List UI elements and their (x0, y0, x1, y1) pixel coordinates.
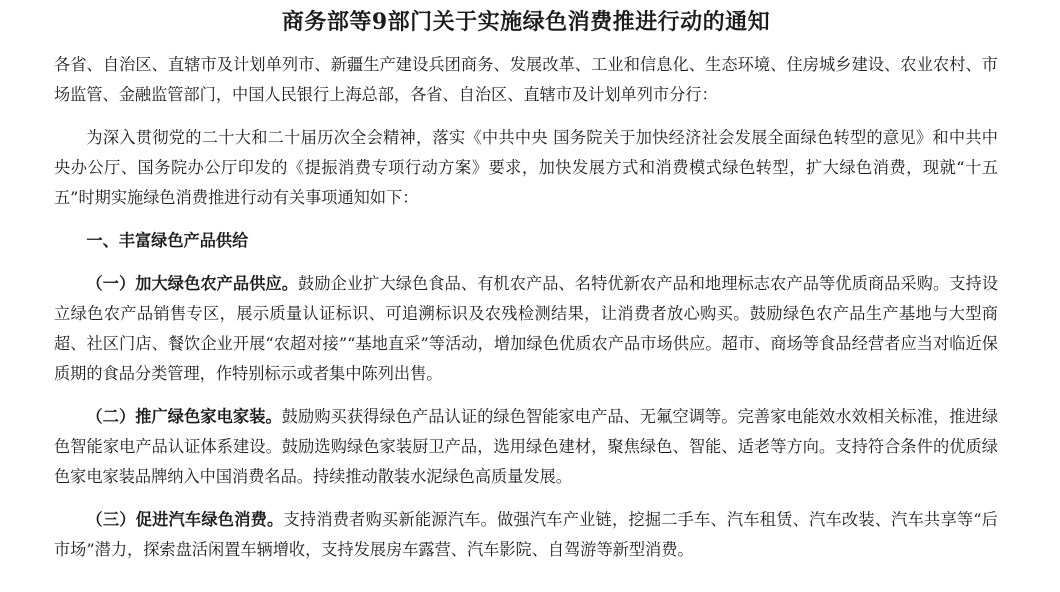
section-label-3: （三）促进汽车绿色消费。 (86, 510, 284, 529)
section-label-2: （二）推广绿色家电家装。 (86, 407, 282, 426)
section-paragraph-3 (54, 505, 998, 565)
intro-paragraph: 为深入贯彻党的二十大和二十届历次全会精神，落实《中共中央 国务院关于加快经济社会发展全面绿色转型的意见》和中共中央办公厅、国务院办公厅印发的《提振消费专项行动方案》要求，加快发展方式和消费模式绿色转型，扩大绿色消费，现就“十五五”时期实施绿色消费推进行动有关事项通知如下： (54, 128, 998, 207)
section-heading-text: 一、丰富绿色产品供给 (86, 231, 249, 250)
addressee-paragraph: 各省、自治区、直辖市及计划单列市、新疆生产建设兵团商务、发展改革、工业和信息化、生态环境、住房城乡建设、农业农村、市场监管、金融监管部门，中国人民银行上海总部，各省、自治区、直辖市及计划单列市分行： (54, 55, 998, 104)
section-paragraph-1 (54, 269, 998, 389)
document-title: 商务部等9部门关于实施绿色消费推进行动的通知 (281, 9, 771, 35)
section-paragraph-2 (54, 402, 998, 492)
section-body-3: 支持消费者购买新能源汽车。做强汽车产业链，挖掘二手车、汽车租赁、汽车改装、汽车共享等“后市场”潜力，探索盘活闲置车辆增收，支持发展房车露营、汽车影院、自驾游等新型消费。 (54, 510, 998, 559)
section-heading (54, 226, 998, 256)
section-label-1: （一）加大绿色农产品供应。 (86, 274, 299, 293)
section-body-1: 鼓励企业扩大绿色食品、有机农产品、名特优新农产品和地理标志农产品等优质商品采购。支持设立绿色农产品销售专区，展示质量认证标识、可追溯标识及农残检测结果，让消费者放心购买。鼓励绿色农产品生产基地与大型商超、社区门店、餐饮企业开展“农超对接”“基地直采”等活动，增加绿色优质农产品市场供应。超市、商场等食品经营者应当对临近保质期的食品分类管理，作特别标示或者集中陈列出售。 (54, 274, 999, 383)
section-body-2: 鼓励购买获得绿色产品认证的绿色智能家电产品、无氟空调等。完善家电能效水效相关标准，推进绿色智能家电产品认证体系建设。鼓励选购绿色家装厨卫产品，选用绿色建材，聚焦绿色、智能、适老等方向。支持符合条件的优质绿色家电家装品牌纳入中国消费名品。持续推动散装水泥绿色高质量发展。 (54, 407, 999, 486)
